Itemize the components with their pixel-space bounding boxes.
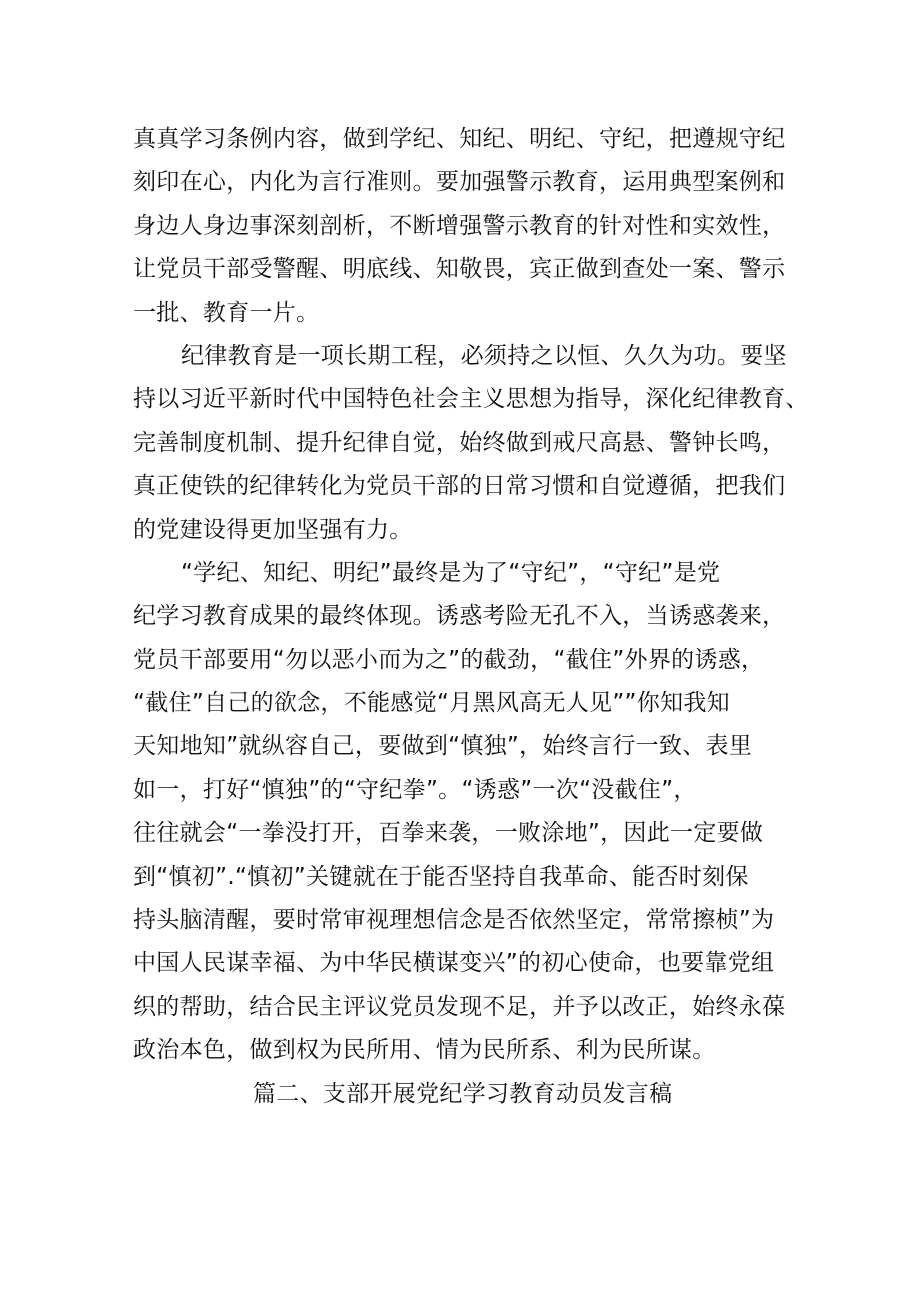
text-line: 到“慎初”.“慎初”关键就在于能否坚持自我革命、能否时刻保 (133, 863, 749, 890)
text-line: 真真学习条例内容，做到学纪、知纪、明纪、守纪，把遵规守纪 (133, 126, 786, 152)
paragraph-start-line: 纪律教育是一项长期工程，必须持之以恒、久久为功。要坚 (181, 342, 787, 369)
text-line: 政治本色，做到权为民所用、情为民所系、利为民所谋。 (133, 1037, 716, 1064)
text-line: 如一，打好“慎独”的“守纪拳”。“诱惑”一次“没截住”， (133, 776, 697, 803)
text-line: 纪学习教育成果的最终体现。诱惑考险无孔不入，当诱惑袭来， (133, 603, 786, 630)
text-line: 往往就会“一拳没打开，百拳来袭，一败涂地”，因此一定要做 (133, 820, 764, 847)
text-line: 持以习近平新时代中国特色社会主义思想为指导，深化纪律教育、 (133, 386, 809, 413)
text-line: 持头脑清醒，要时常审视理想信念是否依然坚定，常常擦桢”为 (133, 907, 775, 934)
text-line: “截住”自己的欲念，不能感觉“月黑风高无人见””你知我知 (133, 690, 730, 717)
text-line: 一批、教育一片。 (133, 299, 320, 326)
text-line: 刻印在心，内化为言行准则。要加强警示教育，运用典型案例和 (133, 169, 786, 196)
text-line: 天知地知”就纵容自己，要做到“慎独”，始终言行一致、表里 (133, 733, 753, 760)
text-line: 党员干部要用“勿以恶小而为之”的截劲，“截住”外界的诱惑， (133, 646, 765, 673)
text-line: 真正使铁的纪律转化为党员干部的日常习惯和自觉遵循，把我们 (133, 473, 786, 500)
text-line: 让党员干部受警醒、明底线、知敬畏，宾正做到查处一案、警示 (133, 256, 786, 283)
text-line: 的党建设得更加坚强有力。 (133, 516, 413, 543)
section-heading: 篇二、支部开展党纪学习教育动员发言稿 (253, 1080, 673, 1107)
document-body (133, 118, 809, 1116)
text-line: 完善制度机制、提升纪律自觉，始终做到戒尺高悬、警钟长鸣， (133, 429, 786, 456)
text-line: 身边人身边事深刻剖析，不断增强警示教育的针对性和实效性， (133, 212, 786, 239)
text-line: 中国人民谋幸福、为中华民横谋变兴”的初心使命，也要靠党组 (133, 950, 775, 977)
text-line: 织的帮助，结合民主评议党员发现不足，并予以改正，始终永葆 (133, 993, 786, 1020)
paragraph-start-line: “学纪、知纪、明纪”最终是为了“守纪”，“守纪”是党 (181, 559, 721, 586)
